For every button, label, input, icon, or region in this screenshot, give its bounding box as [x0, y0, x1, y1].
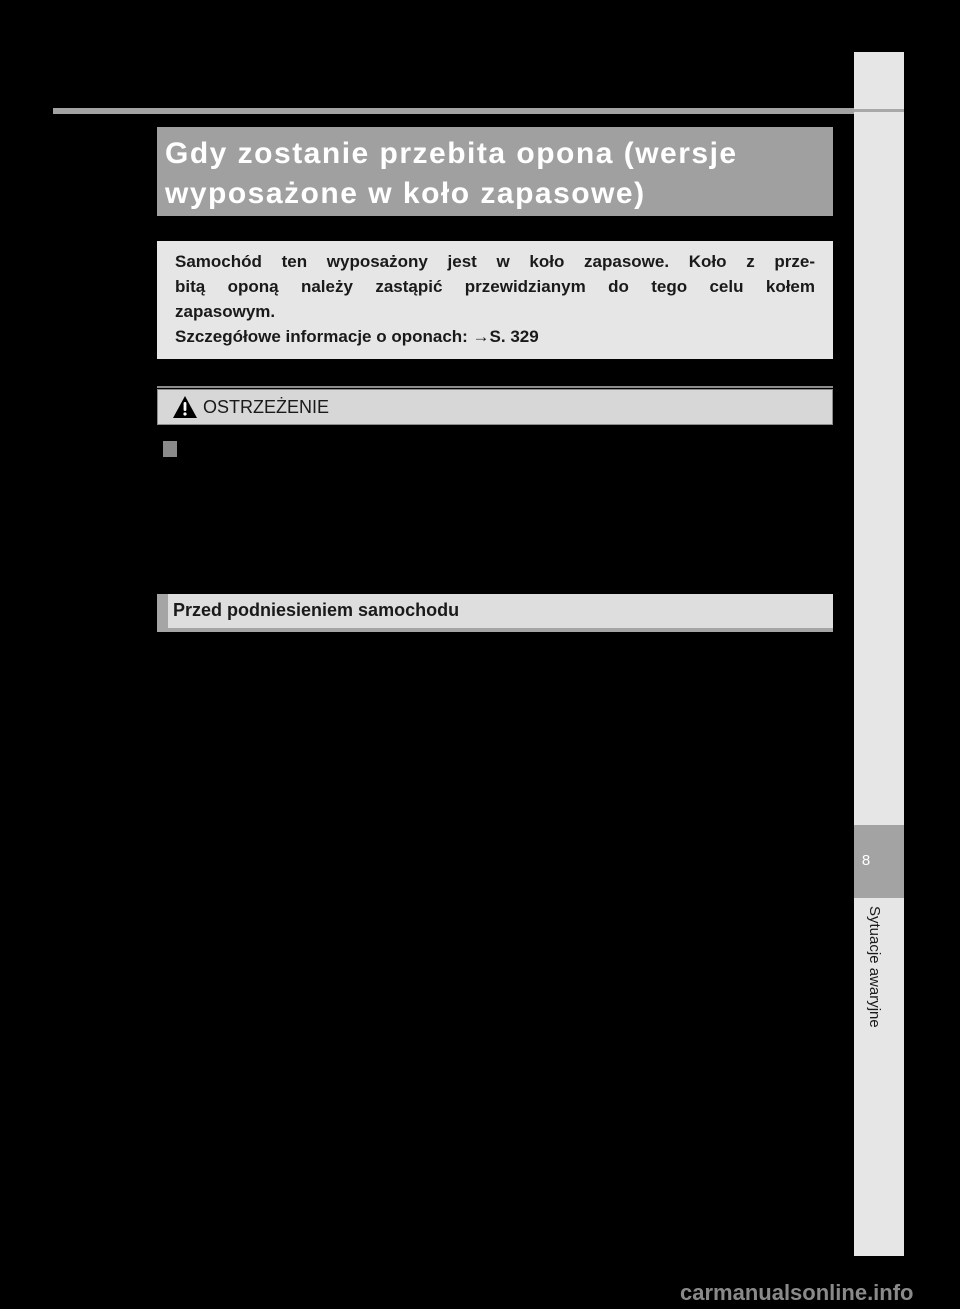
intro-line-2: bitą oponą należy zastąpić przewidzianym do tego celu kołem	[175, 277, 815, 296]
warning-box	[157, 386, 833, 425]
warning-triangle-icon	[173, 396, 197, 418]
intro-line-1: Samochód ten wyposażony jest w koło zapasowe. Koło z prze-	[175, 252, 815, 271]
watermark: carmanualsonline.info	[680, 1280, 914, 1305]
sidebar-divider	[854, 109, 904, 112]
reference-page-link[interactable]: S. 329	[489, 327, 539, 346]
page-title-line-2: wyposażone w koło zapasowe)	[165, 177, 646, 210]
chapter-label	[854, 906, 904, 1166]
warning-label: OSTRZEŻENIE	[203, 397, 330, 417]
chapter-tab[interactable]	[854, 825, 904, 898]
arrow-right-icon: →	[472, 327, 490, 346]
top-divider	[53, 108, 854, 114]
page-title-line-1: Gdy zostanie przebita opona (wersje	[165, 137, 738, 170]
intro-box	[157, 241, 833, 359]
chapter-title: Sytuacje awaryjne	[866, 906, 883, 1028]
intro-reference	[175, 324, 815, 349]
page-title	[157, 127, 833, 216]
chapter-number: 8	[861, 852, 871, 869]
intro-line-3: zapasowym.	[175, 302, 276, 321]
bullet-square-icon	[163, 441, 177, 457]
reference-text: Szczegółowe informacje o oponach:	[175, 327, 473, 346]
subsection-header	[157, 594, 833, 632]
warning-header	[157, 389, 833, 425]
subsection-title: Przed podniesieniem samochodu	[173, 600, 460, 620]
